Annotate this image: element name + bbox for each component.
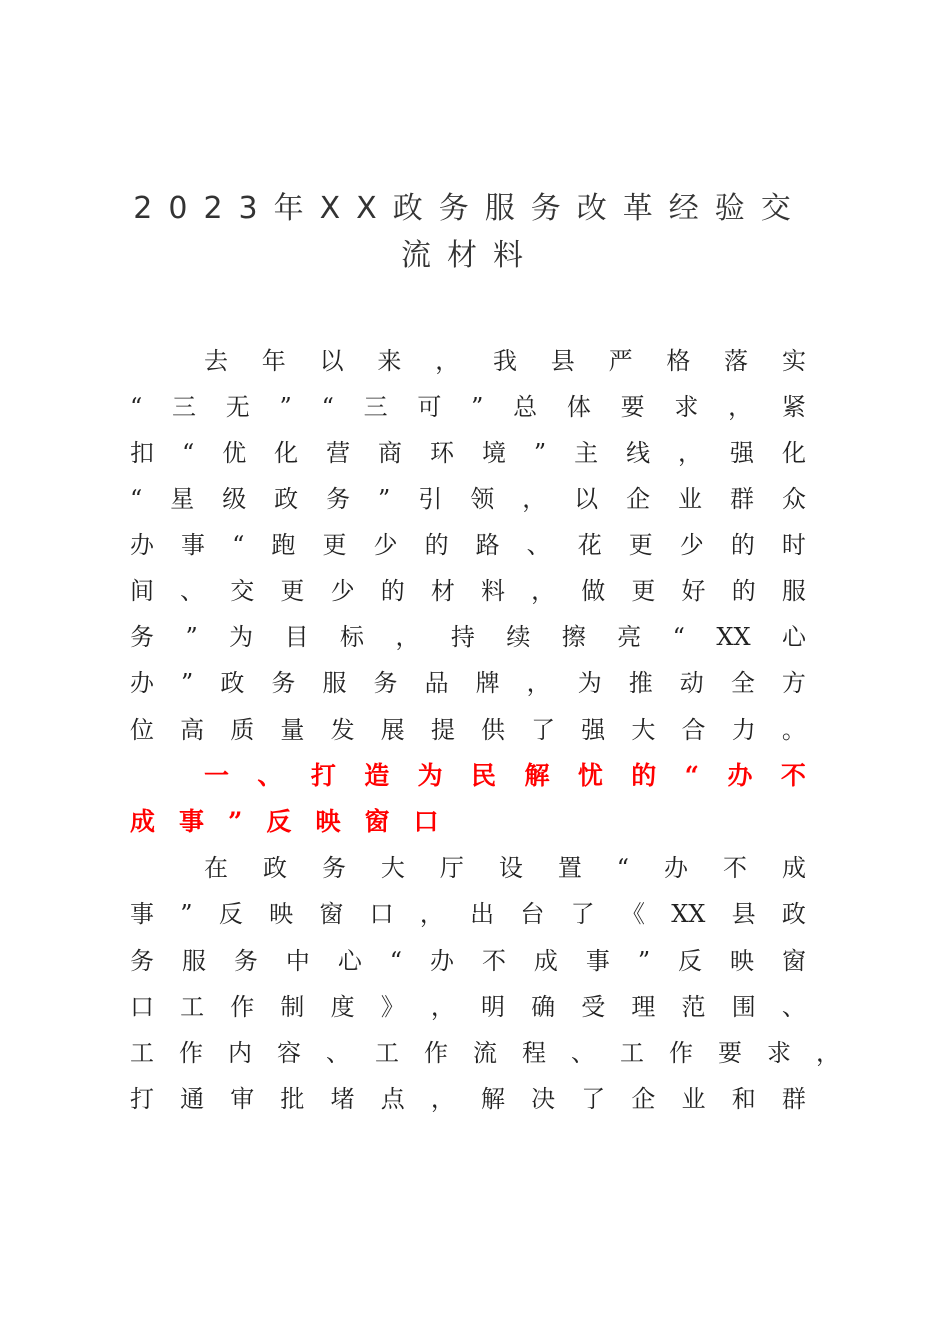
text-char: 要 bbox=[620, 393, 645, 421]
text-char: 办 bbox=[664, 854, 689, 882]
text-char: 更 bbox=[631, 577, 656, 605]
text-char: 持 bbox=[450, 623, 475, 651]
text-char: 体 bbox=[566, 393, 591, 421]
text-char: 县 bbox=[731, 900, 756, 928]
text-char: ， bbox=[531, 577, 556, 605]
text-char: 理 bbox=[631, 993, 656, 1021]
text-char: 通 bbox=[180, 1085, 205, 1113]
text-char: 解 bbox=[480, 1085, 505, 1113]
text-char: 务 bbox=[233, 947, 258, 975]
text-char: 交 bbox=[230, 577, 255, 605]
text-char: 了 bbox=[570, 900, 595, 928]
text-char: 不 bbox=[723, 854, 747, 882]
text-char: ， bbox=[728, 393, 753, 421]
text-char: 批 bbox=[280, 1085, 305, 1113]
text-char: 工 bbox=[130, 1039, 154, 1067]
text-char: 。 bbox=[781, 716, 806, 744]
text-char: 反 bbox=[218, 900, 243, 928]
text-char: 务 bbox=[271, 669, 296, 697]
text-char: 少 bbox=[330, 577, 355, 605]
text-char: 出 bbox=[470, 900, 495, 928]
body-line-2 bbox=[130, 391, 806, 423]
text-char: ， bbox=[430, 993, 455, 1021]
text-char: 引 bbox=[418, 485, 443, 513]
text-char: 群 bbox=[730, 485, 754, 513]
text-char: 反 bbox=[266, 807, 292, 836]
text-char: 来 bbox=[377, 347, 402, 375]
text-char: 主 bbox=[574, 439, 599, 467]
text-char: 合 bbox=[681, 716, 706, 744]
text-char: 成 bbox=[781, 854, 806, 882]
text-char: 设 bbox=[498, 854, 523, 882]
text-char: 目 bbox=[284, 623, 309, 651]
text-char: 工 bbox=[180, 993, 205, 1021]
text-char: ” bbox=[180, 900, 193, 928]
text-char: 路 bbox=[475, 531, 500, 559]
text-char: ， bbox=[816, 1039, 840, 1067]
text-char: 不 bbox=[780, 761, 806, 790]
text-char: 明 bbox=[480, 993, 505, 1021]
text-char: 、 bbox=[180, 577, 205, 605]
text-char: 反 bbox=[678, 947, 703, 975]
text-char: 营 bbox=[326, 439, 351, 467]
text-char: 作 bbox=[230, 993, 255, 1021]
body-line-4 bbox=[130, 483, 806, 515]
text-char: “ bbox=[130, 393, 143, 421]
text-char: 厅 bbox=[439, 854, 464, 882]
text-char: 中 bbox=[285, 947, 310, 975]
text-char: 、 bbox=[326, 1039, 350, 1067]
text-char: 政 bbox=[781, 900, 806, 928]
text-char: 推 bbox=[628, 669, 653, 697]
text-char: ， bbox=[435, 347, 460, 375]
text-char: 打 bbox=[130, 1085, 154, 1113]
text-char: 成 bbox=[533, 947, 558, 975]
body-line-8 bbox=[130, 667, 806, 699]
text-char: 解 bbox=[524, 761, 550, 790]
body-line-15 bbox=[130, 1083, 806, 1115]
text-char: 续 bbox=[506, 623, 531, 651]
text-char: 扣 bbox=[130, 439, 154, 467]
text-char: 为 bbox=[417, 761, 443, 790]
text-char: 工 bbox=[375, 1039, 399, 1067]
text-char: 政 bbox=[262, 854, 287, 882]
text-char: “ bbox=[389, 947, 403, 975]
text-char: 》 bbox=[380, 993, 405, 1021]
text-char: 要 bbox=[718, 1039, 742, 1067]
text-char: 商 bbox=[378, 439, 403, 467]
text-char: ” bbox=[471, 393, 484, 421]
body-line-7 bbox=[130, 621, 806, 653]
text-char: “ bbox=[130, 485, 143, 513]
body-line-14 bbox=[130, 1037, 840, 1069]
text-char: 务 bbox=[321, 854, 346, 882]
text-char: 更 bbox=[628, 531, 653, 559]
text-char: 容 bbox=[277, 1039, 301, 1067]
text-char: 亮 bbox=[617, 623, 642, 651]
text-char: 好 bbox=[681, 577, 706, 605]
text-char: 和 bbox=[731, 1085, 756, 1113]
text-char: 可 bbox=[417, 393, 442, 421]
text-char: 办 bbox=[130, 669, 154, 697]
text-char: 级 bbox=[222, 485, 247, 513]
text-char: 料 bbox=[480, 577, 505, 605]
text-char: 化 bbox=[274, 439, 299, 467]
title-line-1: 2023年XX政务服务改革经验交 bbox=[133, 191, 807, 226]
text-char: “ bbox=[616, 854, 630, 882]
text-char: ” bbox=[533, 439, 547, 467]
text-char: 务 bbox=[326, 485, 351, 513]
body-line-10 bbox=[130, 852, 806, 884]
text-char: 作 bbox=[424, 1039, 448, 1067]
text-char: 材 bbox=[430, 577, 455, 605]
text-char: 发 bbox=[330, 716, 355, 744]
text-char: 去 bbox=[204, 347, 228, 375]
text-char: 决 bbox=[531, 1085, 556, 1113]
text-char: 窗 bbox=[781, 947, 806, 975]
text-char: 服 bbox=[181, 947, 206, 975]
text-char: 无 bbox=[225, 393, 250, 421]
text-char: 服 bbox=[781, 577, 806, 605]
text-char: 点 bbox=[380, 1085, 405, 1113]
text-char: 口 bbox=[413, 807, 439, 836]
text-char: 量 bbox=[280, 716, 305, 744]
text-char: 审 bbox=[230, 1085, 255, 1113]
text-char: 年 bbox=[261, 347, 286, 375]
text-char: 优 bbox=[222, 439, 247, 467]
text-char: 总 bbox=[513, 393, 538, 421]
text-char: 映 bbox=[315, 807, 341, 836]
text-char: 范 bbox=[681, 993, 706, 1021]
text-char: 牌 bbox=[475, 669, 500, 697]
text-char: 少 bbox=[679, 531, 704, 559]
text-char: ， bbox=[419, 900, 444, 928]
text-char: 事 bbox=[181, 531, 206, 559]
text-char: 制 bbox=[280, 993, 305, 1021]
text-char: 办 bbox=[430, 947, 454, 975]
text-char: 化 bbox=[781, 439, 806, 467]
text-char: 求 bbox=[767, 1039, 791, 1067]
text-char: 的 bbox=[730, 531, 755, 559]
body-line-9 bbox=[130, 714, 806, 746]
text-char: 线 bbox=[626, 439, 651, 467]
text-char: 程 bbox=[522, 1039, 546, 1067]
text-char: 务 bbox=[373, 669, 398, 697]
text-char: 政 bbox=[274, 485, 299, 513]
text-char: 打 bbox=[310, 761, 336, 790]
text-char: 的 bbox=[424, 531, 449, 559]
text-char: 花 bbox=[577, 531, 602, 559]
text-char: 心 bbox=[781, 623, 806, 651]
section-heading-line-1 bbox=[130, 760, 806, 792]
text-char: ” bbox=[228, 807, 243, 836]
text-char: 境 bbox=[481, 439, 506, 467]
text-char: 落 bbox=[724, 347, 749, 375]
text-char: 办 bbox=[727, 761, 753, 790]
text-char: 跑 bbox=[271, 531, 296, 559]
text-char: 服 bbox=[322, 669, 347, 697]
text-char: ” bbox=[181, 669, 194, 697]
body-line-11 bbox=[130, 898, 806, 930]
text-char: 高 bbox=[180, 716, 205, 744]
text-char: 作 bbox=[179, 1039, 203, 1067]
text-char: 不 bbox=[481, 947, 506, 975]
text-char: 、 bbox=[526, 531, 551, 559]
text-char: ” bbox=[185, 623, 198, 651]
text-char: 我 bbox=[492, 347, 517, 375]
text-char: 在 bbox=[204, 854, 228, 882]
text-char: 业 bbox=[678, 485, 703, 513]
text-char: 大 bbox=[631, 716, 656, 744]
text-char: 、 bbox=[781, 993, 806, 1021]
text-char: ， bbox=[678, 439, 703, 467]
text-char: 事 bbox=[130, 900, 154, 928]
text-char: 擦 bbox=[561, 623, 586, 651]
text-char: 全 bbox=[730, 669, 755, 697]
text-char: 一 bbox=[204, 761, 230, 790]
text-char: ” bbox=[637, 947, 651, 975]
text-char: ， bbox=[526, 669, 551, 697]
text-char: “ bbox=[181, 439, 195, 467]
text-char: 提 bbox=[430, 716, 455, 744]
text-char: 众 bbox=[781, 485, 806, 513]
text-char: 映 bbox=[730, 947, 754, 975]
body-line-3 bbox=[130, 437, 806, 469]
text-char: 展 bbox=[380, 716, 405, 744]
text-char: 忧 bbox=[577, 761, 603, 790]
text-char: ” bbox=[279, 393, 292, 421]
text-char: XX bbox=[716, 623, 751, 651]
text-char: 方 bbox=[781, 669, 806, 697]
text-char: ， bbox=[522, 485, 547, 513]
text-char: “ bbox=[672, 623, 685, 651]
text-char: 领 bbox=[470, 485, 495, 513]
text-char: 群 bbox=[781, 1085, 806, 1113]
text-char: 事 bbox=[179, 807, 205, 836]
body-line-5 bbox=[130, 529, 806, 561]
text-char: 更 bbox=[322, 531, 347, 559]
text-char: 办 bbox=[130, 531, 154, 559]
text-char: 环 bbox=[430, 439, 454, 467]
text-char: 力 bbox=[731, 716, 756, 744]
text-char: 以 bbox=[574, 485, 599, 513]
text-char: 事 bbox=[585, 947, 610, 975]
body-line-1 bbox=[130, 345, 806, 377]
section-heading-line-2 bbox=[130, 806, 806, 838]
text-char: 以 bbox=[319, 347, 344, 375]
text-char: 为 bbox=[229, 623, 254, 651]
text-char: 、 bbox=[257, 761, 283, 790]
document-title bbox=[130, 185, 810, 279]
text-char: 口 bbox=[130, 993, 154, 1021]
text-char: 企 bbox=[626, 485, 651, 513]
text-char: 了 bbox=[581, 1085, 606, 1113]
text-char: ， bbox=[395, 623, 420, 651]
text-char: “ bbox=[232, 531, 245, 559]
text-char: 务 bbox=[130, 947, 154, 975]
text-char: 品 bbox=[424, 669, 449, 697]
text-char: 求 bbox=[674, 393, 699, 421]
text-char: 确 bbox=[531, 993, 556, 1021]
text-char: 工 bbox=[620, 1039, 644, 1067]
text-char: 的 bbox=[380, 577, 405, 605]
text-char: 口 bbox=[369, 900, 394, 928]
text-char: 成 bbox=[130, 807, 156, 836]
body-line-13 bbox=[130, 991, 806, 1023]
text-char: 标 bbox=[340, 623, 365, 651]
text-char: 实 bbox=[781, 347, 806, 375]
text-char: 度 bbox=[330, 993, 355, 1021]
text-char: 围 bbox=[731, 993, 756, 1021]
text-char: 映 bbox=[269, 900, 294, 928]
text-char: 严 bbox=[608, 347, 633, 375]
text-char: 三 bbox=[363, 393, 388, 421]
text-char: 的 bbox=[631, 761, 657, 790]
text-char: 心 bbox=[337, 947, 362, 975]
text-char: 紧 bbox=[781, 393, 806, 421]
text-char: 星 bbox=[170, 485, 195, 513]
text-char: 位 bbox=[130, 716, 154, 744]
text-char: 务 bbox=[130, 623, 154, 651]
text-char: 大 bbox=[380, 854, 405, 882]
text-char: 内 bbox=[228, 1039, 252, 1067]
text-char: 供 bbox=[480, 716, 505, 744]
text-char: 窗 bbox=[319, 900, 344, 928]
text-char: 置 bbox=[557, 854, 582, 882]
text-char: 质 bbox=[230, 716, 255, 744]
text-char: 的 bbox=[731, 577, 756, 605]
text-char: 动 bbox=[679, 669, 704, 697]
text-char: 格 bbox=[666, 347, 691, 375]
text-char: ” bbox=[378, 485, 391, 513]
text-char: 流 bbox=[473, 1039, 497, 1067]
text-char: 县 bbox=[550, 347, 575, 375]
text-char: 窗 bbox=[364, 807, 390, 836]
text-char: 造 bbox=[364, 761, 390, 790]
text-char: 堵 bbox=[330, 1085, 355, 1113]
text-char: ， bbox=[430, 1085, 455, 1113]
text-char: 做 bbox=[581, 577, 606, 605]
text-char: XX bbox=[671, 900, 706, 928]
title-line-2: 流材料 bbox=[401, 238, 539, 273]
text-char: 、 bbox=[571, 1039, 595, 1067]
text-char: 了 bbox=[531, 716, 556, 744]
body-line-12 bbox=[130, 945, 806, 977]
text-char: 少 bbox=[373, 531, 398, 559]
text-char: 更 bbox=[280, 577, 305, 605]
text-char: “ bbox=[321, 393, 334, 421]
text-char: 企 bbox=[631, 1085, 656, 1113]
text-char: 强 bbox=[581, 716, 606, 744]
text-char: 业 bbox=[681, 1085, 706, 1113]
text-char: 民 bbox=[471, 761, 497, 790]
text-char: 《 bbox=[620, 900, 645, 928]
text-char: 时 bbox=[781, 531, 806, 559]
text-char: 台 bbox=[520, 900, 545, 928]
text-char: “ bbox=[684, 761, 700, 790]
text-char: 间 bbox=[130, 577, 154, 605]
body-line-6 bbox=[130, 575, 806, 607]
text-char: 三 bbox=[172, 393, 197, 421]
text-char: 强 bbox=[730, 439, 754, 467]
text-char: 受 bbox=[581, 993, 606, 1021]
text-char: 为 bbox=[577, 669, 602, 697]
text-char: 作 bbox=[669, 1039, 693, 1067]
text-char: 政 bbox=[220, 669, 245, 697]
